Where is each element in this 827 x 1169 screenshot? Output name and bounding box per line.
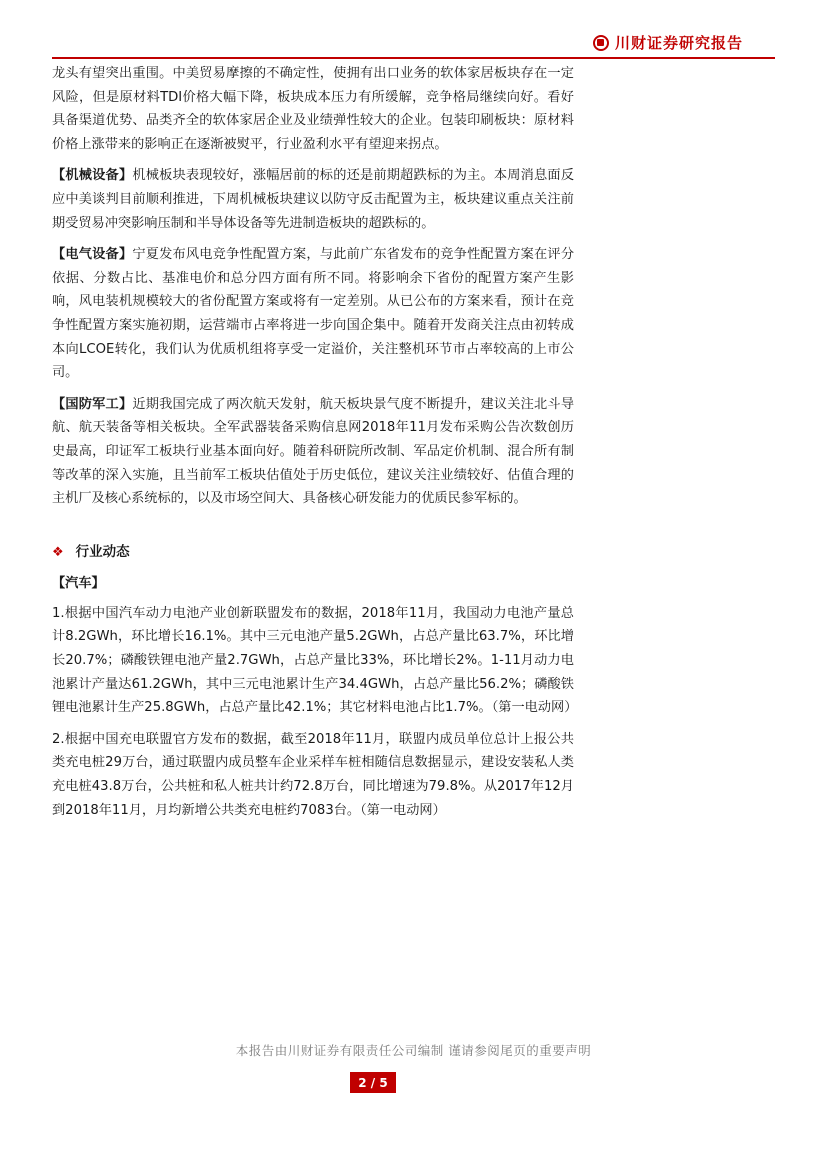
paragraph-furniture: 龙头有望突出重围。中美贸易摩擦的不确定性，使拥有出口业务的软体家居板块存在一定风险，但是原材料TDI价格大幅下降，板块成本压力有所缓解，竞争格局继续向好。看好具备渠道优势、品类齐全的软体家居企业及业绩弹性较大的企业。包装印刷板块：原材料价格上涨带来的影响正在逐渐被熨平，行业盈利水平有望迎来拐点。 — [52, 66, 574, 152]
header-brand — [593, 32, 743, 53]
section-title: 行业动态 — [75, 543, 130, 560]
news-item: 2.根据中国充电联盟官方发布的数据，截至2018年11月，联盟内成员单位总计上报公共类充电桩29万台，通过联盟内成员整车企业采样车桩相随信息数据显示，建设安装私人类充电桩43.8万台，公共桩和私人桩共计约72.8万台，同比增速为79.8%。从2017年12月到2018年11月，月均新增公共类充电桩约7083台。（第一电动网） — [52, 731, 574, 818]
report-body — [52, 62, 578, 830]
paragraph-electrical: 【电气设备】宁夏发布风电竞争性配置方案，与此前广东省发布的竞争性配置方案在评分依据、分数占比、基准电价和总分四方面有所不同。将影响余下省份的配置方案产生影响，风电装机规模较大的省份配置方案或将有一定差别。从已公布的方案来看，预计在竞争性配置方案实施初期，运营端市占率将进一步向国企集中。随着开发商关注点由初转成本向LCOE转化，我们认为优质机组将享受一定溢价，关注整机环节市占率较高的上市公司。 — [52, 247, 575, 381]
paragraph-defense: 【国防军工】近期我国完成了两次航天发射，航天板块景气度不断提升，建议关注北斗导航、航天装备等相关板块。全军武器装备采购信息网2018年11月发布采购公告次数创历史最高，印证军工板块行业基本面向好。随着科研院所改制、军品定价机制、混合所有制等改革的深入实施，且当前军工板块估值处于历史低位，建议关注业绩较好、估值合理的主机厂及核心系统标的，以及市场空间大、具备核心研发能力的优质民参军标的。 — [52, 396, 575, 507]
paragraph-tag: 【机械设备】 — [52, 168, 133, 184]
paragraph-tag: 【国防军工】 — [52, 396, 133, 412]
diamond-bullet-icon: ❖ — [52, 544, 64, 560]
header-divider — [52, 57, 775, 59]
paragraph-tag: 【电气设备】 — [52, 247, 133, 263]
footer-disclaimer: 本报告由川财证券有限责任公司编制 谨请参阅尾页的重要声明 — [235, 1043, 592, 1058]
page-number: 2 / 5 — [350, 1072, 396, 1093]
company-logo-icon — [593, 35, 609, 51]
section-heading — [52, 541, 574, 565]
paragraph-machinery: 【机械设备】机械板块表现较好，涨幅居前的标的还是前期超跌标的为主。本周消息面反应中美谈判目前顺利推进，下周机械板块建议以防守反击配置为主，板块建议重点关注前期受贸易冲突影响压制和半导体设备等先进制造板块的超跌标的。 — [52, 168, 575, 231]
news-item: 1.根据中国汽车动力电池产业创新联盟发布的数据，2018年11月，我国动力电池产量总计8.2GWh，环比增长16.1%。其中三元电池产量5.2GWh，占总产量比63.7%，环比增长20.7%；磷酸铁锂电池产量2.7GWh，占总产量比33%，环比增长2%。1-11月动力电池累计产量达61.2GWh，其中三元电池累计生产34.4GWh，占总产量比56.2%；磷酸铁锂电池累计生产25.8GWh，占总产量比42.1%；其它材料电池占比1.7%。（第一电动网） — [52, 605, 578, 716]
brand-title: 川财证券研究报告 — [614, 34, 743, 52]
sub-heading-auto: 【汽车】 — [52, 576, 105, 592]
